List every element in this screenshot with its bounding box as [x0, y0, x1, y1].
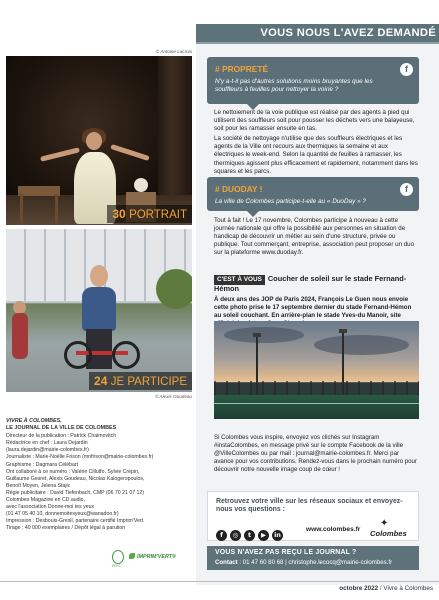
table-leg	[55, 194, 58, 225]
portrait-photo[interactable]	[6, 56, 192, 225]
tree	[156, 269, 192, 309]
footer-divider	[0, 581, 439, 582]
impressum-line: Ont collaboré à ce numéro : Valérie Cillutfo, Sylvie Crépin,	[6, 468, 140, 475]
footer-separator: /	[378, 585, 384, 592]
participe-photo[interactable]	[6, 229, 192, 392]
issue-date: octobre 2022	[339, 585, 379, 592]
impressum-line: (01 47 05 40 10, donnemoitesyeux@wanadoo.fr)	[6, 511, 119, 518]
child	[12, 313, 28, 359]
impressum-line: Régie publicitaire : David Tiefenbach, CMP (06 70 21 07 12)	[6, 489, 145, 496]
dancer-arm	[40, 147, 80, 162]
youtube-icon[interactable]: ▶	[258, 530, 269, 541]
question-box-proprete	[207, 57, 419, 104]
pefc-logo-icon	[112, 550, 124, 564]
reader-photo-title: Coucher de soleil sur le stade Fernand-Hémon	[214, 274, 407, 294]
stadium-sunset-photo[interactable]	[214, 321, 419, 419]
portrait-label[interactable]	[107, 205, 192, 223]
facebook-icon[interactable]: f	[400, 183, 413, 196]
portrait-page-number: 30	[112, 207, 126, 221]
dove-icon: ✦	[380, 518, 389, 529]
plant	[134, 178, 148, 192]
magazine-title: VIVRE À COLOMBES,	[6, 418, 62, 424]
impressum-line: Impression : Desbouis-Gresil, partenaire certifié Imprim'Vert.	[6, 518, 145, 525]
photo-credit-bottom: © Alexis Goudeau	[155, 394, 192, 399]
participe-label-text: JE PARTICIPE	[110, 376, 187, 388]
impressum-line: Directeur de la publication : Patrick Chaimovitch	[6, 433, 117, 440]
social-icons	[216, 524, 286, 539]
impressum-line: avec l'association Donne-moi tes yeux	[6, 504, 95, 511]
leaf-icon	[129, 553, 135, 559]
answer-duoday	[214, 217, 419, 259]
table-leg	[20, 194, 23, 225]
social-networks-box	[207, 491, 419, 541]
reader-photo-text: À deux ans des JOP de Paris 2024, François Le Guen nous envoie cette photo prise le 17 septembre dernier du stade Fernand-Hémon au soleil couchant. En arrière-plan le stade Yves-du Manoir, site	[214, 296, 412, 320]
facebook-icon[interactable]: f	[400, 63, 413, 76]
journal-question: VOUS N'AVEZ PAS REÇU LE JOURNAL ?	[215, 549, 357, 556]
portrait-label-text: PORTRAIT	[129, 209, 187, 221]
stage-table	[18, 186, 60, 196]
participe-page-number: 24	[94, 374, 108, 388]
impressum-line: Graphisme : Dagmara Célébart	[6, 461, 79, 468]
dancer-arm	[110, 144, 150, 161]
magazine-subtitle: LE JOURNAL DE LA VILLE DE COLOMBES	[6, 425, 117, 432]
website-link[interactable]: www.colombes.fr	[306, 526, 361, 533]
floodlight	[339, 329, 347, 333]
certification-logos	[112, 550, 194, 566]
section-header-title: VOUS NOUS L'AVEZ DEMANDÉ	[260, 27, 436, 39]
field-line	[214, 403, 419, 404]
instagram-icon[interactable]: ◎	[230, 530, 241, 541]
impressum-line: Rédactrice en chef : Laura Dejardin	[6, 440, 88, 447]
journal-contact[interactable]	[215, 559, 392, 566]
colombes-logo-text: Colombes	[370, 529, 407, 538]
stadium-fence	[214, 381, 419, 395]
impressum	[6, 418, 192, 533]
journal-contact-band	[207, 546, 419, 570]
answer-proprete	[214, 109, 419, 178]
photo-credit-top: © Antoine Lacroix	[155, 49, 192, 54]
answer-paragraph: La société de nettoyage n'utilise que des souffleurs électriques et les agents de la Ville ont recours aux thermiques la semaine et aux électriques le week-end. Selon la quantité de feuilles à ramasser, les thermiques agissent plus efficacement et rapidement, notamment dans les squares et les parcs.	[214, 135, 418, 175]
impressum-line: Journaliste : Marie-Noëlle Frison (mnfrison@mairie-colombes.fr)	[6, 454, 154, 461]
twitter-icon[interactable]: t	[244, 530, 255, 541]
question-title: # DUODAY !	[215, 184, 263, 194]
imprimvert-logo-text: IMPRIM'VERT®	[137, 554, 176, 560]
question-box-duoday	[207, 177, 419, 211]
social-title: Retrouvez votre ville sur les réseaux sociaux et envoyez-nous vos questions :	[216, 498, 403, 514]
question-text: La ville de Colombes participe-t-elle au « DuoDay » ?	[215, 198, 366, 205]
cest-a-vous-tag: C'EST À VOUS	[214, 275, 265, 285]
facebook-icon[interactable]: f	[216, 530, 227, 541]
impressum-line: Tirage : 40 000 exemplaires / Dépôt légal à parution	[6, 525, 126, 532]
cloud	[224, 327, 304, 343]
man-head	[90, 265, 108, 287]
pefc-logo-text: PEFC	[112, 564, 121, 568]
participe-label[interactable]	[89, 372, 192, 390]
left-column	[0, 0, 196, 585]
impressum-line: Benoît Moyen, Jelena Stajic	[6, 482, 71, 489]
question-title: # PROPRETÉ	[215, 64, 269, 74]
impressum-line: Colombes Magazine en CD audio,	[6, 497, 86, 504]
floodlight	[253, 333, 261, 337]
cloud	[314, 335, 409, 355]
question-text: N'y a-t-il pas d'autres solutions moins bruyantes que les souffleurs à feuilles pour nettoyer la voirie ?	[215, 78, 373, 94]
contact-label: Contact	[215, 559, 238, 566]
section-header	[196, 24, 439, 44]
dancer-head	[86, 132, 102, 150]
bike-wheel	[64, 341, 92, 369]
linkedin-icon[interactable]: in	[272, 530, 283, 541]
page-footer	[196, 585, 433, 592]
bike-wheel	[112, 341, 140, 369]
man-body	[82, 287, 116, 331]
impressum-line: Guillaume Gesret, Alexis Goudeau, Nicolas Kalogeropoulos,	[6, 475, 145, 482]
contact-details: : 01 47 60 80 68 | christophe.lecocq@mairie-colombes.fr	[237, 559, 393, 566]
colombes-logo	[368, 518, 414, 538]
answer-paragraph: Tout à fait ! Le 17 novembre, Colombes participe à nouveau à cette journée nationale qui offre la possibilité aux personnes en situation de handicap de découvrir un métier au sein d'une structure, privée ou publique. Tout commerçant, entreprise, association peut proposer un duo sur la plateforme www.duoday.fr.	[214, 217, 415, 257]
instagram-call-to-action: Si Colombes vous inspire, envoyez vos clichés sur Instagram #instaColombes, en message privé sur le compte Facebook de la ville @VilleColombes ou par mail : journal@mairie-colombes.fr. Merci par avance pour vos contributions. Rendez-vous dans le prochain numéro pour découvrir notre nouvelle image coup de cœur !	[214, 434, 417, 474]
football-field	[214, 395, 419, 419]
impressum-email[interactable]: (laura.dejardin@mairie-colombes.fr)	[6, 447, 89, 454]
publication-name: Vivre à Colombes	[383, 585, 433, 592]
answer-paragraph: Le nettoiement de la voie publique est réalisé par des agents à pied qui utilisent des souffleurs soit pour pousser les déchets vers une balayeuse, soit pour les ramasser ensuite en tas.	[214, 109, 415, 133]
imprimvert-logo	[129, 553, 176, 560]
